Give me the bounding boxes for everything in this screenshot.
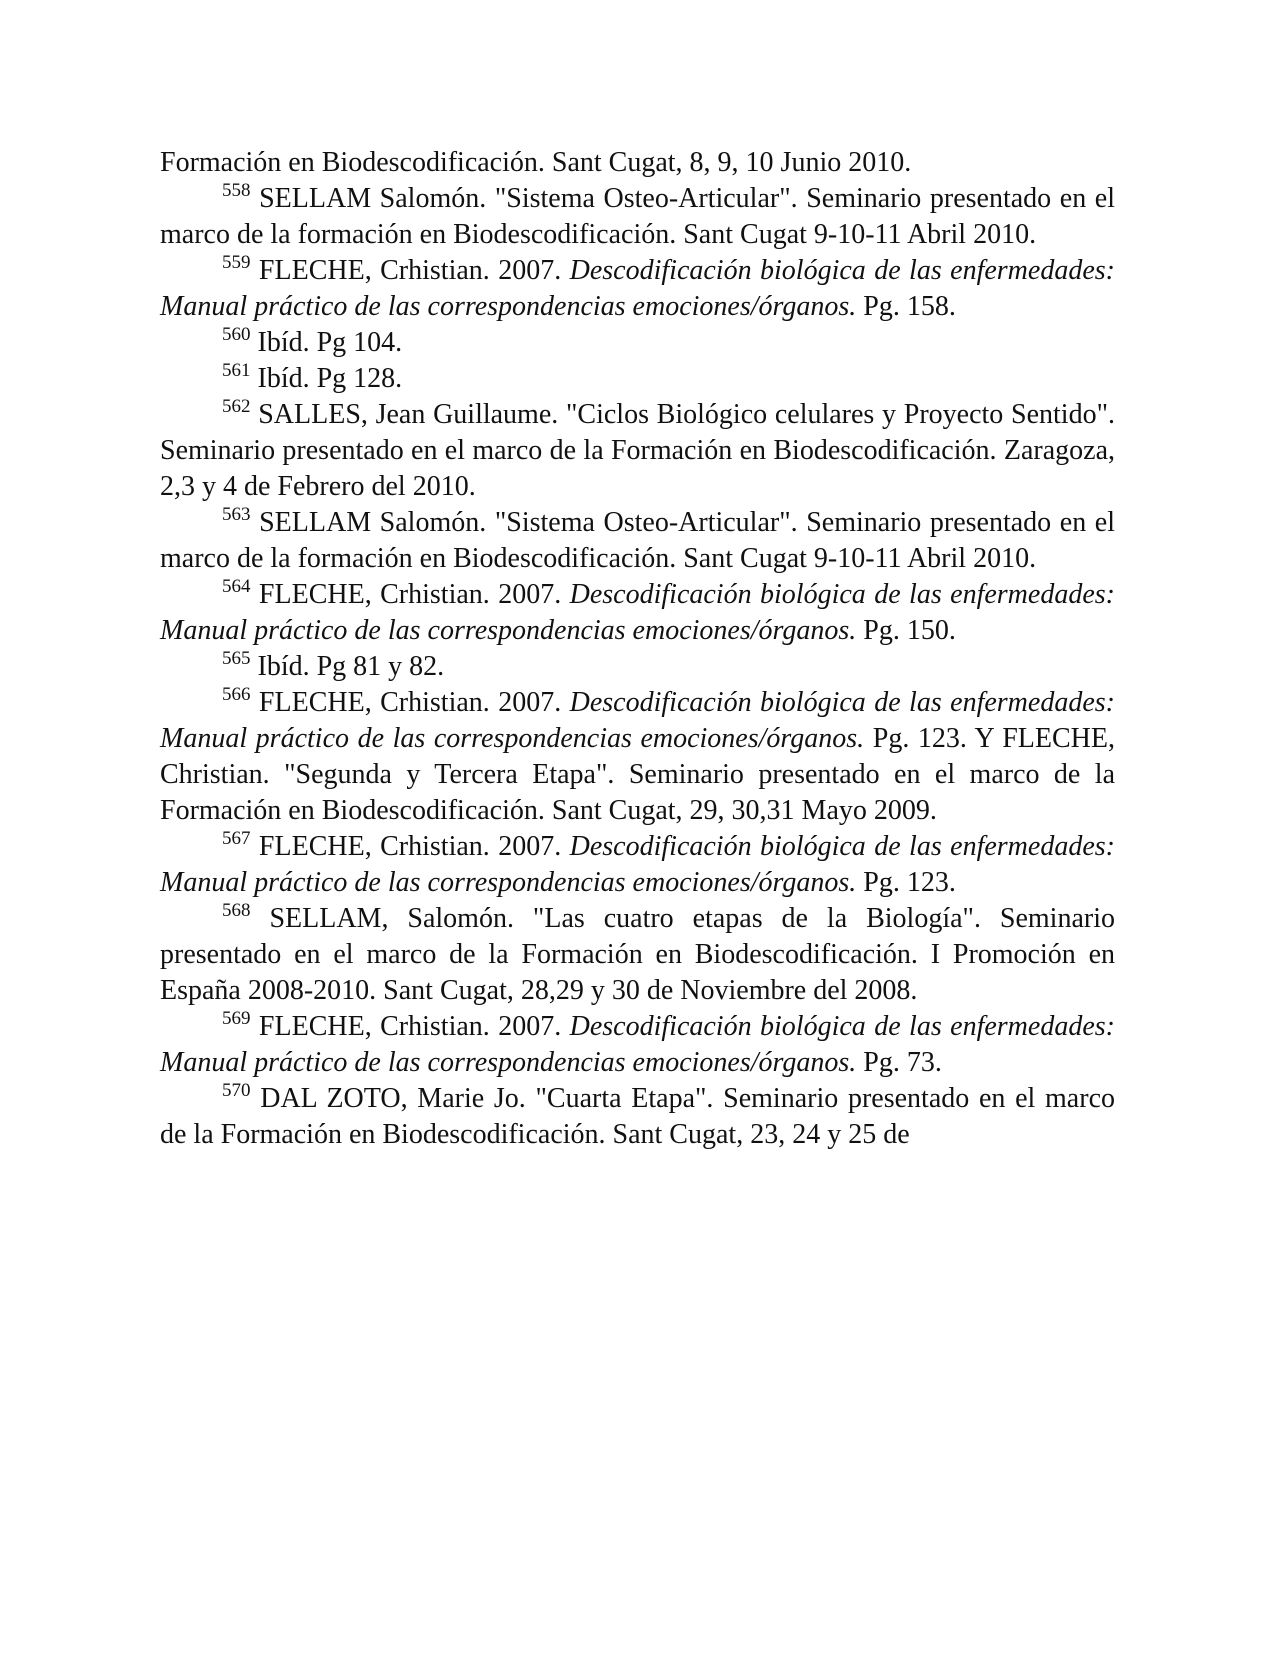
footnote-number: 563 — [222, 504, 251, 525]
footnote-number: 565 — [222, 648, 251, 669]
footnote-number: 564 — [222, 576, 251, 597]
footnote-text: DAL ZOTO, Marie Jo. "Cuarta Etapa". Seminario presentado en el marco de la Formación en Biodescodificación. Sant Cugat, 23, 24 y 25 de — [160, 1083, 1115, 1150]
footnote-text: SELLAM, Salomón. "Las cuatro etapas de la Biología". Seminario presentado en el marco de la Formación en Biodescodificación. I Promoción en España 2008-2010. Sant Cugat, 28,29 y 30 de Noviembre del 2008. — [160, 903, 1115, 1006]
footnote-text: Ibíd. Pg 128. — [250, 363, 403, 394]
footnote — [160, 181, 1115, 253]
footnote-book-title: Descodificación biológica de las enfermedades: Manual práctico de las correspondencias emociones/órganos. — [160, 687, 1115, 754]
footnote — [160, 1081, 1115, 1153]
footnote-number: 559 — [222, 252, 251, 273]
footnote-text-end: Pg. 73. — [856, 1047, 942, 1078]
footnote-number: 561 — [222, 360, 251, 381]
footnote-text-end: Pg. 123. — [856, 867, 956, 898]
footnote-text: SELLAM Salomón. "Sistema Osteo-Articular". Seminario presentado en el marco de la formación en Biodescodificación. Sant Cugat 9-10-11 Abril 2010. — [160, 507, 1115, 574]
footnote — [160, 577, 1115, 649]
footnote-text: FLECHE, Crhistian. 2007. — [250, 687, 570, 718]
footnote — [160, 325, 1115, 361]
footnote-book-title: Descodificación biológica de las enfermedades: Manual práctico de las correspondencias emociones/órganos. — [160, 255, 1115, 322]
footnote-text: FLECHE, Crhistian. 2007. — [250, 255, 570, 286]
footnote-text: FLECHE, Crhistian. 2007. — [250, 831, 570, 862]
footnote-text: SELLAM Salomón. "Sistema Osteo-Articular". Seminario presentado en el marco de la formación en Biodescodificación. Sant Cugat 9-10-11 Abril 2010. — [160, 183, 1115, 250]
footnote — [160, 1009, 1115, 1081]
footnote-number: 560 — [222, 324, 251, 345]
footnote-text: FLECHE, Crhistian. 2007. — [250, 579, 570, 610]
footnote-continuation: Formación en Biodescodificación. Sant Cugat, 8, 9, 10 Junio 2010. — [160, 147, 912, 178]
footnote-number: 569 — [222, 1008, 251, 1029]
footnote — [160, 505, 1115, 577]
footnote-text: Ibíd. Pg 104. — [250, 327, 403, 358]
footnote — [160, 685, 1115, 829]
footnote-text: SALLES, Jean Guillaume. "Ciclos Biológico celulares y Proyecto Sentido". Seminario presentado en el marco de la Formación en Biodescodificación. Zaragoza, 2,3 y 4 de Febrero del 2010. — [160, 399, 1115, 502]
footnote — [160, 361, 1115, 397]
footnote — [160, 901, 1115, 1009]
footnote — [160, 397, 1115, 505]
footnotes-page — [160, 145, 1115, 1153]
footnote-text-end: Pg. 158. — [856, 291, 956, 322]
footnote-text: FLECHE, Crhistian. 2007. — [250, 1011, 570, 1042]
footnote — [160, 649, 1115, 685]
footnote-number: 562 — [222, 396, 251, 417]
footnote-text-end: Pg. 123. Y FLECHE, Christian. "Segunda y Tercera Etapa". Seminario presentado en el marco de la Formación en Biodescodificación. Sant Cugat, 29, 30,31 Mayo 2009. — [160, 723, 1115, 826]
footnote-book-title: Descodificación biológica de las enfermedades: Manual práctico de las correspondencias emociones/órganos. — [160, 831, 1115, 898]
footnote-text: Ibíd. Pg 81 y 82. — [250, 651, 445, 682]
footnote-list — [160, 181, 1115, 1153]
footnote-number: 568 — [222, 900, 251, 921]
footnote-book-title: Descodificación biológica de las enfermedades: Manual práctico de las correspondencias emociones/órganos. — [160, 579, 1115, 646]
footnote — [160, 253, 1115, 325]
footnote-number: 566 — [222, 684, 251, 705]
footnote-text-end: Pg. 150. — [856, 615, 956, 646]
footnote-number: 570 — [222, 1080, 251, 1101]
footnote-number: 558 — [222, 180, 251, 201]
footnote — [160, 829, 1115, 901]
footnote-book-title: Descodificación biológica de las enfermedades: Manual práctico de las correspondencias emociones/órganos. — [160, 1011, 1115, 1078]
footnote-number: 567 — [222, 828, 251, 849]
